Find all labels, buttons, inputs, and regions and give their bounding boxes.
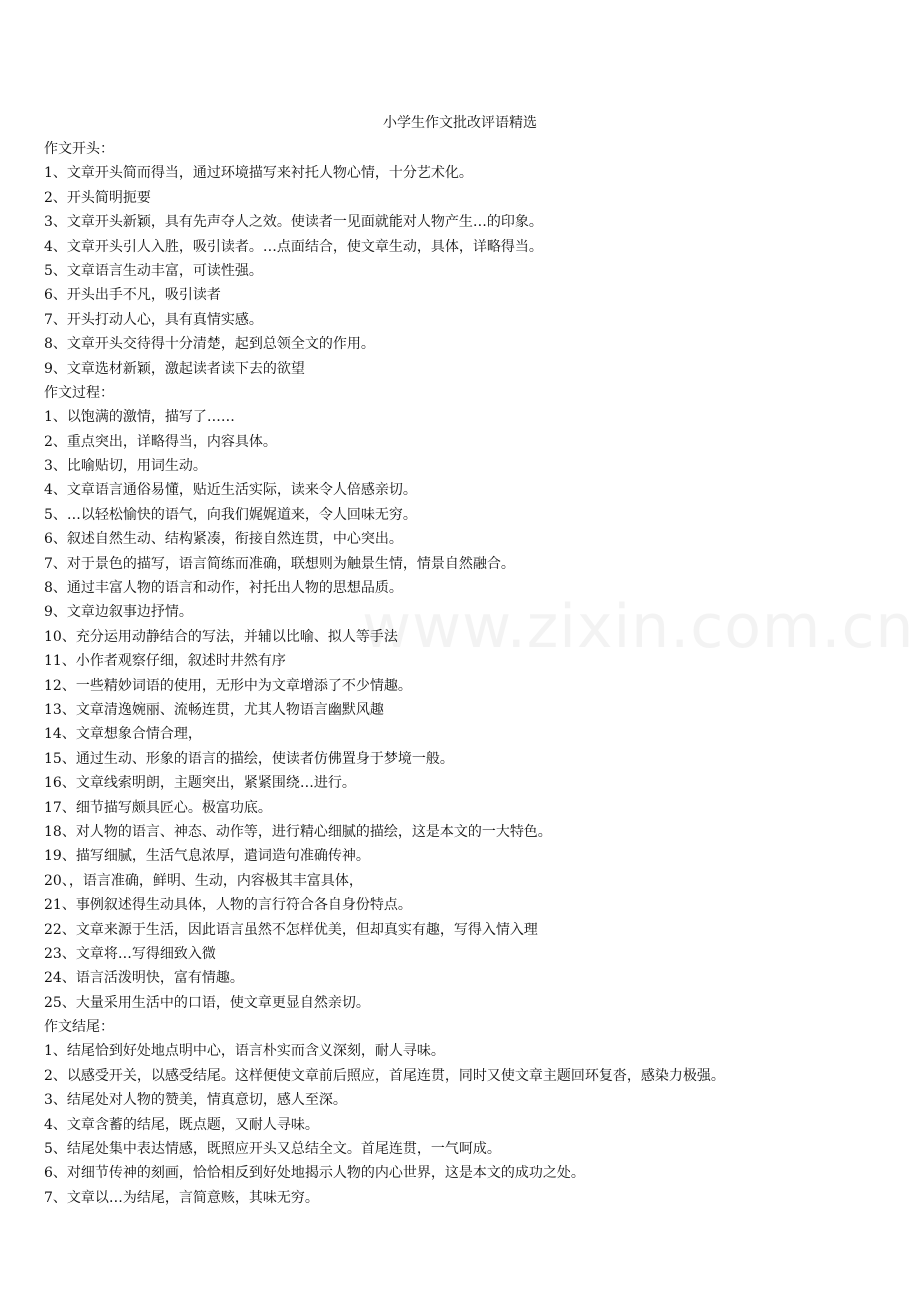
list-item: 6、开头出手不凡，吸引读者 <box>44 287 221 304</box>
list-item: 13、文章清逸婉丽、流畅连贯，尤其人物语言幽默风趣 <box>44 701 384 718</box>
list-item: 10、充分运用动静结合的写法，并辅以比喻、拟人等手法 <box>44 628 398 645</box>
list-item: 8、通过丰富人物的语言和动作，衬托出人物的思想品质。 <box>44 580 403 597</box>
list-item: 2、开头简明扼要 <box>44 189 151 206</box>
list-item: 25、大量采用生活中的口语，使文章更显自然亲切。 <box>44 994 370 1011</box>
list-item: 2、以感受开关，以感受结尾。这样便使文章前后照应，首尾连贯，同时又使文章主题回环复沓，感染力极强。 <box>44 1067 725 1084</box>
list-item: 1、结尾恰到好处地点明中心，语言朴实而含义深刻，耐人寻味。 <box>44 1043 445 1060</box>
list-item: 7、开头打动人心，具有真情实感。 <box>44 311 263 328</box>
list-item: 7、对于景色的描写，语言简练而准确，联想则为触景生情，情景自然融合。 <box>44 555 515 572</box>
list-item: 7、文章以…为结尾，言简意赅，其味无穷。 <box>44 1189 319 1206</box>
list-item: 9、文章边叙事边抒情。 <box>44 604 193 621</box>
list-item: 1、文章开头简而得当，通过环境描写来衬托人物心情，十分艺术化。 <box>44 165 473 182</box>
section-heading-ending: 作文结尾： <box>44 1019 114 1036</box>
list-item: 18、对人物的语言、神态、动作等，进行精心细腻的描绘，这是本文的一大特色。 <box>44 823 552 840</box>
list-item: 24、语言活泼明快，富有情趣。 <box>44 970 244 987</box>
document-body <box>44 137 910 1210</box>
list-item: 11、小作者观察仔细，叙述时井然有序 <box>44 653 286 670</box>
list-item: 19、描写细腻，生活气息浓厚，遣词造句准确传神。 <box>44 848 370 865</box>
document-title: 小学生作文批改评语精选 <box>383 115 537 131</box>
list-item: 5、…以轻松愉快的语气，向我们娓娓道来，令人回味无穷。 <box>44 506 417 523</box>
watermark-text: www.zixin.com.cn <box>362 592 915 662</box>
list-item: 21、事例叙述得生动具体，人物的言行符合各自身份特点。 <box>44 897 412 914</box>
list-item: 5、结尾处集中表达情感，既照应开头又总结全文。首尾连贯，一气呵成。 <box>44 1141 501 1158</box>
list-item: 6、叙述自然生动、结构紧凑，衔接自然连贯，中心突出。 <box>44 531 403 548</box>
list-item: 6、对细节传神的刻画，恰恰相反到好处地揭示人物的内心世界，这是本文的成功之处。 <box>44 1165 585 1182</box>
list-item: 2、重点突出，详略得当，内容具体。 <box>44 433 277 450</box>
list-item: 14、文章想象合情合理， <box>44 726 202 743</box>
list-item: 4、文章含蓄的结尾，既点题，又耐人寻味。 <box>44 1116 319 1133</box>
list-item: 16、文章线索明朗，主题突出，紧紧围绕…进行。 <box>44 775 356 792</box>
list-item: 5、文章语言生动丰富，可读性强。 <box>44 262 263 279</box>
list-item: 23、文章将…写得细致入微 <box>44 945 216 962</box>
list-item: 8、文章开头交待得十分清楚，起到总领全文的作用。 <box>44 336 375 353</box>
list-item: 20、，语言准确，鲜明、生动，内容极其丰富具体， <box>44 872 363 889</box>
list-item: 22、文章来源于生活，因此语言虽然不怎样优美，但却真实有趣，写得入情入理 <box>44 921 538 938</box>
list-item: 9、文章选材新颖，激起读者读下去的欲望 <box>44 360 305 377</box>
list-item: 4、文章开头引人入胜，吸引读者。…点面结合，使文章生动，具体，详略得当。 <box>44 238 543 255</box>
list-item: 17、细节描写颇具匠心。极富功底。 <box>44 799 272 816</box>
list-item: 3、比喻贴切，用词生动。 <box>44 458 207 475</box>
list-item: 15、通过生动、形象的语言的描绘，使读者仿佛置身于梦境一般。 <box>44 750 454 767</box>
section-heading-opening: 作文开头： <box>44 141 114 157</box>
list-item: 1、以饱满的激情，描写了…… <box>44 409 235 426</box>
list-item: 3、结尾处对人物的赞美，情真意切，感人至深。 <box>44 1092 347 1109</box>
section-heading-process: 作文过程： <box>44 384 114 401</box>
list-item: 3、文章开头新颖，具有先声夺人之效。使读者一见面就能对人物产生…的印象。 <box>44 214 543 231</box>
list-item: 4、文章语言通俗易懂，贴近生活实际，读来令人倍感亲切。 <box>44 482 417 499</box>
list-item: 12、一些精妙词语的使用，无形中为文章增添了不少情趣。 <box>44 677 412 694</box>
